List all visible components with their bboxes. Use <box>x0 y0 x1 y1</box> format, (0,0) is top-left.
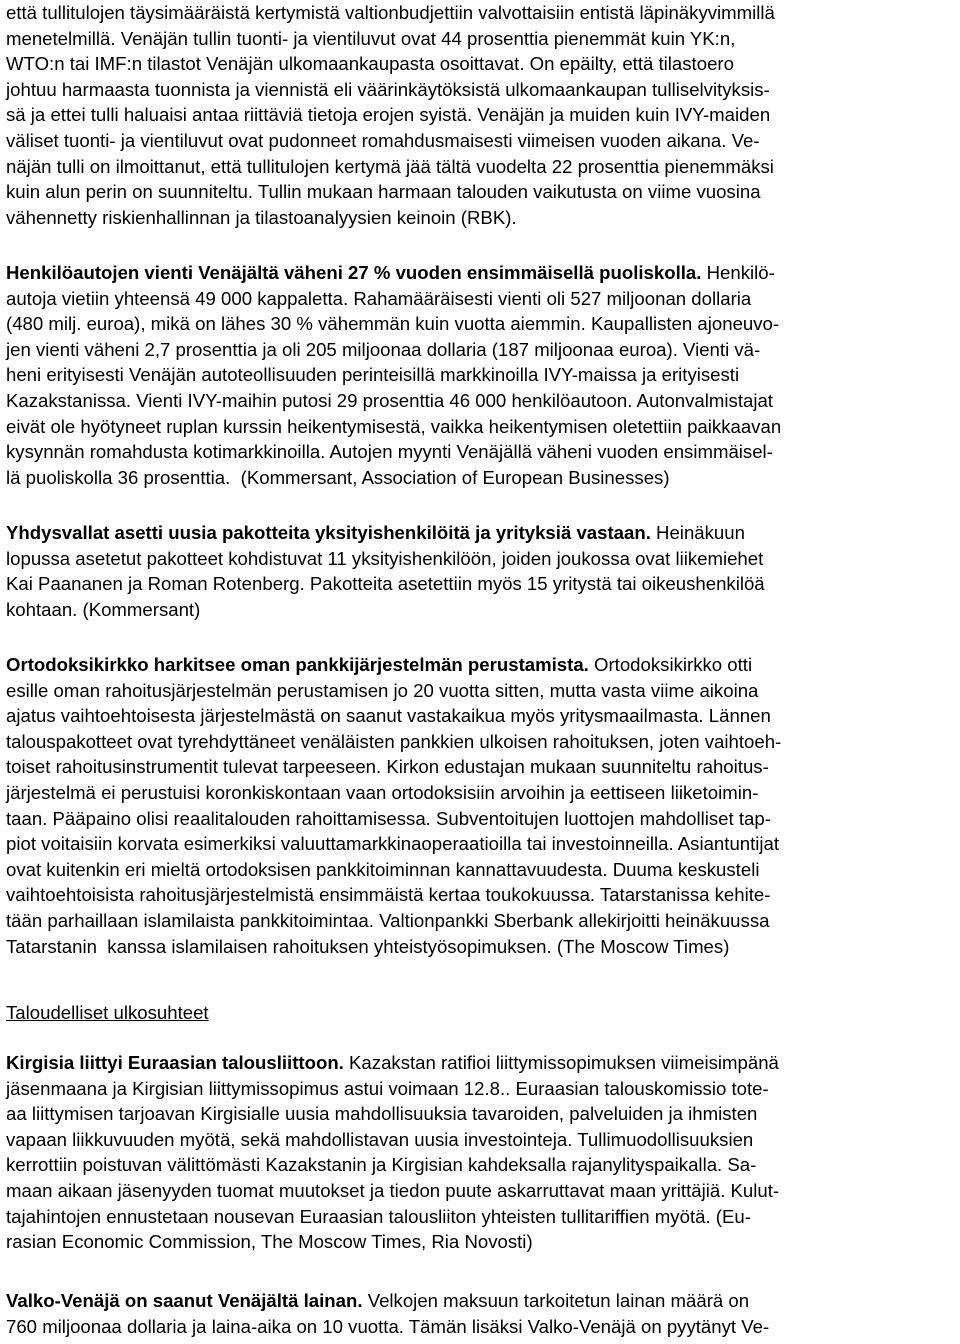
text-line <box>6 260 956 286</box>
body-text: jen vienti väheni 2,7 prosenttia ja oli 205 miljoonaa dollaria (187 miljoonaa euroa). Vienti vä- <box>6 338 761 360</box>
text-line <box>6 729 956 755</box>
body-text: sä ja ettei tulli haluaisi antaa riittäviä tietoja erojen syistä. Venäjän ja muiden kuin IVY-maiden <box>6 104 771 126</box>
body-text: Heinäkuun <box>650 522 745 543</box>
body-text: talouspakotteet ovat tyrehdyttäneet venäläisten pankkien ulkoisen rahoituksen, joten vaihtoeh- <box>6 730 782 752</box>
body-text: jäsenmaana ja Kirgisian liittymissopimus astui voimaan 12.8.. Euraasian talouskomissio tote- <box>6 1077 769 1099</box>
body-text: vapaan liikkuvuuden myötä, sekä mahdollistavan uusia investointeja. Tullimuodollisuuksien <box>6 1128 754 1150</box>
body-text: autoja vietiin yhteensä 49 000 kappaletta. Rahamääräisesti vienti oli 527 miljoonan dollaria <box>6 287 752 309</box>
body-text: näjän tulli on ilmoittanut, että tullitulojen kertymä jää tältä vuodelta 22 prosenttia pienemmäksi <box>6 155 774 177</box>
paragraph-us-sanctions <box>6 520 956 622</box>
text-line <box>6 128 956 154</box>
text-line <box>6 337 956 363</box>
text-line <box>6 362 956 388</box>
text-line <box>6 205 956 231</box>
paragraph-belarus-loan <box>6 1288 956 1339</box>
body-text: 760 miljoonaa dollaria ja laina-aika on 10 vuotta. Tämän lisäksi Valko-Venäjä on pyytänyt Ve- <box>6 1315 770 1337</box>
text-line <box>6 780 956 806</box>
headline: Yhdysvallat asetti uusia pakotteita yksityishenkilöitä ja yrityksiä vastaan. <box>6 522 651 543</box>
text-line <box>6 1204 956 1230</box>
text-line <box>6 754 956 780</box>
text-line <box>6 1314 956 1340</box>
text-line <box>6 1229 956 1255</box>
text-line <box>6 1050 956 1076</box>
body-text: Tatarstanin kanssa islamilaisen rahoituksen yhteistyösopimuksen. (The Moscow Times) <box>6 935 730 957</box>
body-text: lä puoliskolla 36 prosenttia. (Kommersant, Association of European Businesses) <box>6 466 670 488</box>
body-text: kysynnän romahdusta kotimarkkinoilla. Autojen myynti Venäjällä väheni vuoden ensimmäisel- <box>6 441 773 463</box>
headline: Henkilöautojen vienti Venäjältä väheni 27 % vuoden ensimmäisellä puoliskolla. <box>6 262 702 283</box>
body-text: Kai Paananen ja Roman Rotenberg. Pakotteita asetettiin myös 15 yritystä tai oikeushenkilöä <box>6 573 765 595</box>
text-line <box>6 831 956 857</box>
text-line <box>6 465 956 491</box>
text-line <box>6 26 956 52</box>
text-line <box>6 546 956 572</box>
body-text: järjestelmä ei perustuisi koronkiskontaan vaan ortodoksisiin arvoihin ja eettiseen liiketoimin- <box>6 781 759 803</box>
headline: Valko-Venäjä on saanut Venäjältä lainan. <box>6 1290 363 1311</box>
text-line <box>6 934 956 960</box>
body-text: Ortodoksikirkko otti <box>588 654 753 675</box>
text-line <box>6 857 956 883</box>
text-line <box>6 0 956 26</box>
text-line <box>6 102 956 128</box>
body-text: kerrottiin poistuvan välittömästi Kazakstanin ja Kirgisian kahdeksalla rajanylityspaikalla. Sa- <box>6 1154 757 1176</box>
text-line <box>6 51 956 77</box>
body-text: väliset tuonti- ja vientiluvut ovat pudonneet romahdusmaisesti viimeisen vuoden aikana. Ve- <box>6 129 760 151</box>
body-text: toiset rahoitusinstrumentit tulevat tarpeeseen. Kirkon edustajan mukaan suunniteltu rahoitus- <box>6 756 769 778</box>
body-text: johtuu harmaasta tuonnista ja viennistä eli väärinkäytöksistä ulkomaankaupan tulliselvityksis- <box>6 78 770 100</box>
text-line <box>6 286 956 312</box>
text-line <box>6 1127 956 1153</box>
text-line <box>6 678 956 704</box>
text-line <box>6 571 956 597</box>
body-text: tään parhaillaan islamilaista pankkitoimintaa. Valtionpankki Sberbank allekirjoitti heinäkuussa <box>6 909 770 931</box>
body-text: ovat kuitenkin eri mieltä ortodoksisen pankkitoiminnan kannattavuudesta. Duuma keskusteli <box>6 858 760 880</box>
body-text: kohtaan. (Kommersant) <box>6 598 201 620</box>
paragraph-kyrgyzstan-eaeu <box>6 1050 956 1255</box>
paragraph-car-exports <box>6 260 956 490</box>
body-text: tajahintojen ennustetaan nousevan Euraasian talousliiton yhteisten tullitariffien myötä. (Eu- <box>6 1205 751 1227</box>
text-line <box>6 882 956 908</box>
body-text: Henkilö- <box>701 262 775 283</box>
body-text: maan aikaan jäsenyyden tuomat muutokset ja tiedon puute askarruttavat maan yrittäjiä. Kulut- <box>6 1179 780 1201</box>
text-line <box>6 1152 956 1178</box>
text-line <box>6 414 956 440</box>
text-line <box>6 439 956 465</box>
headline: Kirgisia liittyi Euraasian talousliittoon. <box>6 1052 344 1073</box>
body-text: aa liittymisen tarjoavan Kirgisialle uusia mahdollisuuksia tavaroiden, palveluiden ja ihmisten <box>6 1103 758 1125</box>
text-line <box>6 1178 956 1204</box>
body-text: WTO:n tai IMF:n tilastot Venäjän ulkomaankaupasta osoittavat. On epäilty, että tilastoero <box>6 53 734 75</box>
text-line <box>6 1288 956 1314</box>
text-line <box>6 908 956 934</box>
body-text: taan. Pääpaino olisi reaalitalouden rahoittamisessa. Subventoitujen luottojen mahdolliset tap- <box>6 807 771 829</box>
body-text: Velkojen maksuun tarkoitetun lainan määrä on <box>362 1290 750 1311</box>
headline: Ortodoksikirkko harkitsee oman pankkijärjestelmän perustamista. <box>6 654 589 675</box>
section-heading-economic-relations <box>6 1000 956 1026</box>
text-line <box>6 597 956 623</box>
body-text: heni erityisesti Venäjän autoteollisuuden perinteisillä markkinoilla IVY-maissa ja erityisesti <box>6 364 740 386</box>
text-line <box>6 154 956 180</box>
body-text: ajatus vaihtoehtoisesta järjestelmästä on saanut vastakaikua myös yritysmaailmasta. Lännen <box>6 705 771 727</box>
text-line <box>6 1101 956 1127</box>
section-heading: Taloudelliset ulkosuhteet <box>6 1002 209 1023</box>
body-text: piot voitaisiin korvata esimerkiksi valuuttamarkkinaoperaatioilla tai investoinneilla. Asiantuntijat <box>6 833 780 855</box>
body-text: vähennetty riskienhallinnan ja tilastoanalyysien keinoin (RBK). <box>6 206 517 228</box>
text-line <box>6 179 956 205</box>
text-line <box>6 806 956 832</box>
text-line <box>6 77 956 103</box>
body-text: (480 milj. euroa), mikä on lähes 30 % vähemmän kuin vuotta aiemmin. Kaupallisten ajoneuvo- <box>6 313 780 335</box>
text-line <box>6 652 956 678</box>
body-text: Kazakstan ratifioi liittymissopimuksen viimeisimpänä <box>343 1052 779 1073</box>
body-text: Kazakstanissa. Vienti IVY-maihin putosi 29 prosenttia 46 000 henkilöautoon. Autonvalmistajat <box>6 389 773 411</box>
body-text: esille oman rahoitusjärjestelmän perustamisen jo 20 vuotta sitten, mutta vasta viime aikoina <box>6 679 759 701</box>
text-line <box>6 703 956 729</box>
text-line <box>6 520 956 546</box>
body-text: eivät ole hyötyneet ruplan kurssin heikentymisestä, vaikka heikentymisen oletettiin paikkaavan <box>6 415 782 437</box>
body-text: lopussa asetetut pakotteet kohdistuvat 11 yksityishenkilöön, joiden joukossa ovat liikemiehet <box>6 547 764 569</box>
text-line <box>6 1076 956 1102</box>
paragraph-orthodox-church-banking <box>6 652 956 959</box>
body-text: rasian Economic Commission, The Moscow Times, Ria Novosti) <box>6 1231 533 1253</box>
text-line <box>6 388 956 414</box>
text-line <box>6 1000 956 1026</box>
body-text: vaihtoehtoisista rahoitusjärjestelmistä ensimmäistä kertaa toukokuussa. Tatarstanissa kehite- <box>6 884 771 906</box>
body-text: että tullitulojen täysimääräistä kertymistä valtionbudjettiin valvottaisiin entistä läpinäkyvimmillä <box>6 2 775 23</box>
paragraph-customs-statistics <box>6 0 956 230</box>
body-text: kuin alun perin on suunniteltu. Tullin mukaan harmaan talouden vaikutusta on viime vuosina <box>6 181 761 203</box>
body-text: menetelmillä. Venäjän tullin tuonti- ja vientiluvut ovat 44 prosenttia pienemmät kuin YK:n, <box>6 27 736 49</box>
text-line <box>6 311 956 337</box>
